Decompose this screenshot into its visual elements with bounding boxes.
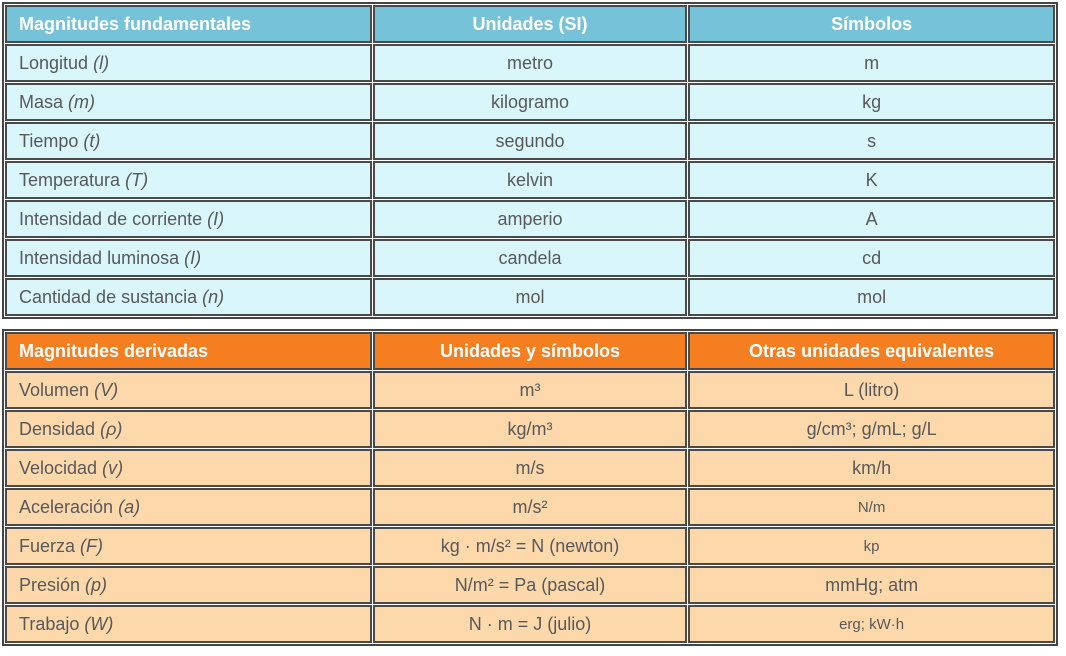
magnitude-cell bbox=[5, 239, 372, 277]
magnitude-symbol: (p) bbox=[85, 574, 108, 595]
table-row bbox=[5, 410, 1055, 448]
magnitude-cell bbox=[5, 605, 372, 643]
equivalent-cell: L (litro) bbox=[688, 371, 1055, 409]
table-row bbox=[5, 605, 1055, 643]
unit-cell: m/s bbox=[373, 449, 687, 487]
magnitude-cell bbox=[5, 566, 372, 604]
header-row bbox=[5, 5, 1055, 43]
magnitude-label: Aceleración bbox=[19, 496, 114, 517]
magnitude-symbol: (T) bbox=[125, 169, 149, 190]
magnitude-symbol: (I) bbox=[207, 208, 225, 229]
unit-cell: kg/m³ bbox=[373, 410, 687, 448]
magnitude-symbol: (m) bbox=[68, 91, 96, 112]
magnitude-symbol: (W) bbox=[84, 613, 114, 634]
column-header-magnitudes-derivadas: Magnitudes derivadas bbox=[5, 332, 372, 370]
table-row bbox=[5, 83, 1055, 121]
magnitude-label: Longitud bbox=[19, 52, 89, 73]
table-row bbox=[5, 200, 1055, 238]
magnitude-cell bbox=[5, 449, 372, 487]
unit-cell: metro bbox=[373, 44, 687, 82]
magnitude-symbol: (F) bbox=[80, 535, 104, 556]
magnitude-cell bbox=[5, 44, 372, 82]
unit-cell: N/m² = Pa (pascal) bbox=[373, 566, 687, 604]
magnitude-label: Intensidad luminosa bbox=[19, 247, 180, 268]
header-row bbox=[5, 332, 1055, 370]
table-row bbox=[5, 161, 1055, 199]
magnitude-symbol: (t) bbox=[83, 130, 101, 151]
magnitude-cell bbox=[5, 122, 372, 160]
magnitude-label: Velocidad bbox=[19, 457, 98, 478]
magnitude-cell bbox=[5, 83, 372, 121]
si-symbol-cell: kg bbox=[688, 83, 1055, 121]
table-row bbox=[5, 527, 1055, 565]
equivalent-cell: kp bbox=[688, 527, 1055, 565]
magnitude-symbol: (l) bbox=[93, 52, 110, 73]
column-header-unidades-y-simbolos: Unidades y símbolos bbox=[373, 332, 687, 370]
magnitude-symbol: (v) bbox=[102, 457, 124, 478]
magnitude-label: Cantidad de sustancia bbox=[19, 286, 198, 307]
magnitude-cell bbox=[5, 527, 372, 565]
column-header-magnitudes-fundamentales: Magnitudes fundamentales bbox=[5, 5, 372, 43]
unit-cell: N · m = J (julio) bbox=[373, 605, 687, 643]
si-symbol-cell: m bbox=[688, 44, 1055, 82]
unit-cell: kg · m/s² = N (newton) bbox=[373, 527, 687, 565]
derived-magnitudes-table bbox=[2, 329, 1058, 646]
magnitude-label: Densidad bbox=[19, 418, 96, 439]
magnitude-label: Temperatura bbox=[19, 169, 121, 190]
magnitude-symbol: (V) bbox=[94, 379, 119, 400]
magnitude-label: Presión bbox=[19, 574, 81, 595]
unit-cell: m³ bbox=[373, 371, 687, 409]
unit-cell: segundo bbox=[373, 122, 687, 160]
unit-cell: m/s² bbox=[373, 488, 687, 526]
magnitude-label: Tiempo bbox=[19, 130, 79, 151]
unit-cell: amperio bbox=[373, 200, 687, 238]
table-row bbox=[5, 371, 1055, 409]
equivalent-cell: km/h bbox=[688, 449, 1055, 487]
magnitude-label: Masa bbox=[19, 91, 64, 112]
magnitude-symbol: (I) bbox=[184, 247, 202, 268]
fundamental-magnitudes-table bbox=[2, 2, 1058, 319]
magnitude-cell bbox=[5, 161, 372, 199]
magnitude-label: Trabajo bbox=[19, 613, 80, 634]
si-symbol-cell: cd bbox=[688, 239, 1055, 277]
magnitude-label: Intensidad de corriente bbox=[19, 208, 203, 229]
magnitude-label: Fuerza bbox=[19, 535, 76, 556]
magnitude-cell bbox=[5, 488, 372, 526]
table-row bbox=[5, 278, 1055, 316]
si-symbol-cell: A bbox=[688, 200, 1055, 238]
table-row bbox=[5, 44, 1055, 82]
column-header-unidades-si: Unidades (SI) bbox=[373, 5, 687, 43]
magnitude-symbol: (ρ) bbox=[100, 418, 123, 439]
equivalent-cell: mmHg; atm bbox=[688, 566, 1055, 604]
magnitude-cell bbox=[5, 278, 372, 316]
equivalent-cell: g/cm³; g/mL; g/L bbox=[688, 410, 1055, 448]
unit-cell: mol bbox=[373, 278, 687, 316]
equivalent-cell: erg; kW·h bbox=[688, 605, 1055, 643]
table-row bbox=[5, 122, 1055, 160]
magnitude-cell bbox=[5, 200, 372, 238]
magnitude-symbol: (a) bbox=[118, 496, 141, 517]
si-symbol-cell: mol bbox=[688, 278, 1055, 316]
si-symbol-cell: K bbox=[688, 161, 1055, 199]
magnitude-cell bbox=[5, 410, 372, 448]
magnitude-label: Volumen bbox=[19, 379, 90, 400]
si-symbol-cell: s bbox=[688, 122, 1055, 160]
magnitude-cell bbox=[5, 371, 372, 409]
unit-cell: kilogramo bbox=[373, 83, 687, 121]
column-header-otras-unidades: Otras unidades equivalentes bbox=[688, 332, 1055, 370]
table-row bbox=[5, 566, 1055, 604]
equivalent-cell: N/m bbox=[688, 488, 1055, 526]
unit-cell: kelvin bbox=[373, 161, 687, 199]
table-row bbox=[5, 239, 1055, 277]
magnitude-symbol: (n) bbox=[202, 286, 225, 307]
table-row bbox=[5, 449, 1055, 487]
table-row bbox=[5, 488, 1055, 526]
column-header-simbolos: Símbolos bbox=[688, 5, 1055, 43]
unit-cell: candela bbox=[373, 239, 687, 277]
